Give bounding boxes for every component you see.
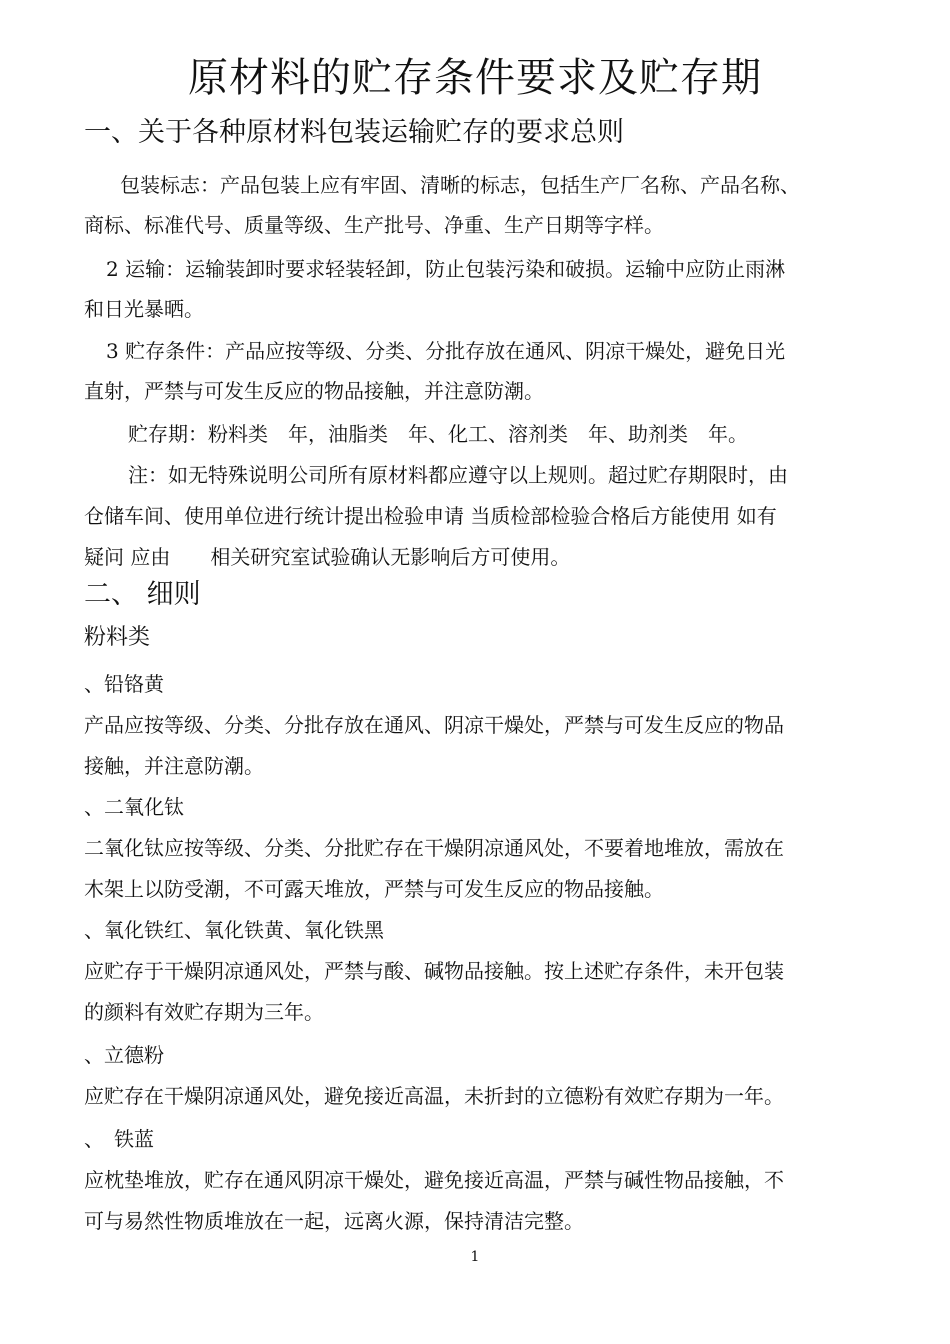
transport-paragraph-line-2: 和日光暴晒。: [84, 297, 204, 321]
storage-conditions-line-1: 3 贮存条件：产品应按等级、分类、分批存放在通风、阴凉干燥处，避免日光: [106, 339, 786, 363]
item-text-line: 二氧化钛应按等级、分类、分批贮存在干燥阴凉通风处，不要着地堆放，需放在: [84, 836, 784, 860]
item-title: 、氧化铁红、氧化铁黄、氧化铁黑: [84, 918, 384, 942]
item-text-line: 应贮存在干燥阴凉通风处，避免接近高温，未折封的立德粉有效贮存期为一年。: [84, 1084, 784, 1108]
transport-paragraph-line-1: 2 运输：运输装卸时要求轻装轻卸，防止包装污染和破损。运输中应防止雨淋: [106, 257, 786, 281]
note-line-3: 疑问 应由 相关研究室试验确认无影响后方可使用。: [84, 545, 571, 569]
item-title: 、 铁蓝: [84, 1127, 154, 1151]
item-text-line: 的颜料有效贮存期为三年。: [84, 1000, 324, 1024]
note-line-2: 仓储车间、使用单位进行统计提出检验申请 当质检部检验合格后方能使用 如有: [84, 504, 777, 528]
section-1-heading: 一、关于各种原材料包装运输贮存的要求总则: [84, 117, 624, 148]
item-text-line: 可与易然性物质堆放在一起，远离火源，保持清洁完整。: [84, 1209, 584, 1233]
document-title: 原材料的贮存条件要求及贮存期: [188, 55, 762, 101]
page-number: 1: [470, 1249, 480, 1265]
packaging-paragraph-line-2: 商标、标准代号、质量等级、生产批号、净重、生产日期等字样。: [84, 213, 664, 237]
item-title: 、铅铬黄: [84, 672, 164, 696]
item-text-line: 应贮存于干燥阴凉通风处，严禁与酸、碱物品接触。按上述贮存条件，未开包装: [84, 959, 784, 983]
storage-conditions-line-2: 直射，严禁与可发生反应的物品接触，并注意防潮。: [84, 379, 544, 403]
note-line-1: 注：如无特殊说明公司所有原材料都应遵守以上规则。超过贮存期限时，由: [128, 463, 788, 487]
item-text-line: 产品应按等级、分类、分批存放在通风、阴凉干燥处，严禁与可发生反应的物品: [84, 713, 784, 737]
item-text-line: 应枕垫堆放，贮存在通风阴凉干燥处，避免接近高温，严禁与碱性物品接触，不: [84, 1168, 784, 1192]
packaging-paragraph-line-1: 包装标志：产品包装上应有牢固、清晰的标志，包括生产厂名称、产品名称、: [120, 173, 800, 197]
category-heading: 粉料类: [84, 625, 151, 650]
item-text-line: 接触，并注意防潮。: [84, 754, 264, 778]
item-text-line: 木架上以防受潮，不可露天堆放，严禁与可发生反应的物品接触。: [84, 877, 664, 901]
item-title: 、二氧化钛: [84, 795, 184, 819]
storage-period-paragraph: 贮存期：粉料类 年，油脂类 年、化工、溶剂类 年、助剂类 年。: [128, 422, 748, 446]
item-title: 、立德粉: [84, 1043, 164, 1067]
section-2-heading: 二、 细则: [84, 579, 201, 610]
